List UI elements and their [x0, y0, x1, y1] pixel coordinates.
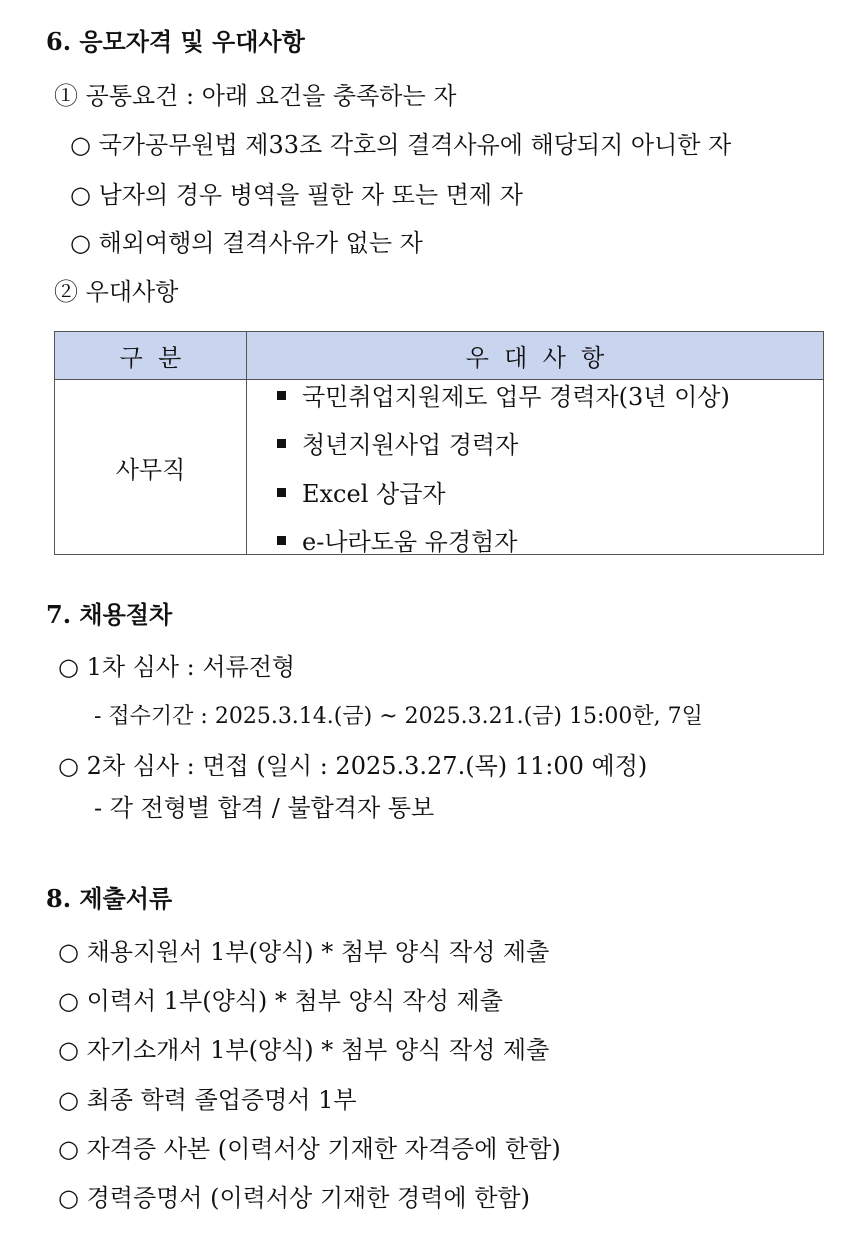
- table-category-cell: 사무직: [55, 380, 247, 555]
- section-8-title: 8. 제출서류: [46, 884, 173, 913]
- square-bullet-icon: [277, 391, 286, 400]
- document-item: ○ 자격증 사본 (이력서상 기재한 자격증에 한함): [58, 1135, 561, 1163]
- table-header-preference: 우 대 사 항: [247, 332, 824, 380]
- section-7-title: 7. 채용절차: [46, 600, 173, 629]
- list-item-text: e-나라도움 유경험자: [302, 528, 518, 556]
- preference-table: [54, 331, 824, 555]
- common-requirement-item: ○ 해외여행의 결격사유가 없는 자: [70, 229, 423, 257]
- list-item-text: Excel 상급자: [302, 480, 446, 508]
- document-item: ○ 이력서 1부(양식) * 첨부 양식 작성 제출: [58, 987, 503, 1015]
- square-bullet-icon: [277, 536, 286, 545]
- list-item: [277, 527, 517, 557]
- list-item: [277, 430, 518, 460]
- common-requirements-label: ① 공통요건 : 아래 요건을 충족하는 자: [54, 82, 457, 110]
- step-1: ○ 1차 심사 : 서류전형: [58, 653, 296, 681]
- square-bullet-icon: [277, 439, 286, 448]
- square-bullet-icon: [277, 488, 286, 497]
- document-item: ○ 최종 학력 졸업증명서 1부: [58, 1086, 357, 1114]
- table-items-cell: [247, 380, 824, 555]
- document-item: ○ 자기소개서 1부(양식) * 첨부 양식 작성 제출: [58, 1036, 550, 1064]
- common-requirement-item: ○ 남자의 경우 병역을 필한 자 또는 면제 자: [70, 181, 523, 209]
- list-item-text: 국민취업지원제도 업무 경력자(3년 이상): [302, 383, 730, 411]
- document-item: ○ 채용지원서 1부(양식) * 첨부 양식 작성 제출: [58, 938, 550, 966]
- document-item: ○ 경력증명서 (이력서상 기재한 경력에 한함): [58, 1184, 530, 1212]
- table-header-category: 구 분: [55, 332, 247, 380]
- list-item: [277, 382, 730, 412]
- list-item-text: 청년지원사업 경력자: [302, 431, 519, 459]
- step-2: ○ 2차 심사 : 면접 (일시 : 2025.3.27.(목) 11:00 예정): [58, 752, 648, 780]
- step-1-detail: - 접수기간 : 2025.3.14.(금) ~ 2025.3.21.(금) 15:00한, 7일: [94, 704, 703, 729]
- list-item: [277, 479, 446, 509]
- section-6-title: 6. 응모자격 및 우대사항: [46, 27, 305, 56]
- common-requirement-item: ○ 국가공무원법 제33조 각호의 결격사유에 해당되지 아니한 자: [70, 131, 732, 159]
- preference-label: ② 우대사항: [54, 278, 179, 306]
- step-2-detail: - 각 전형별 합격 / 불합격자 통보: [94, 794, 435, 822]
